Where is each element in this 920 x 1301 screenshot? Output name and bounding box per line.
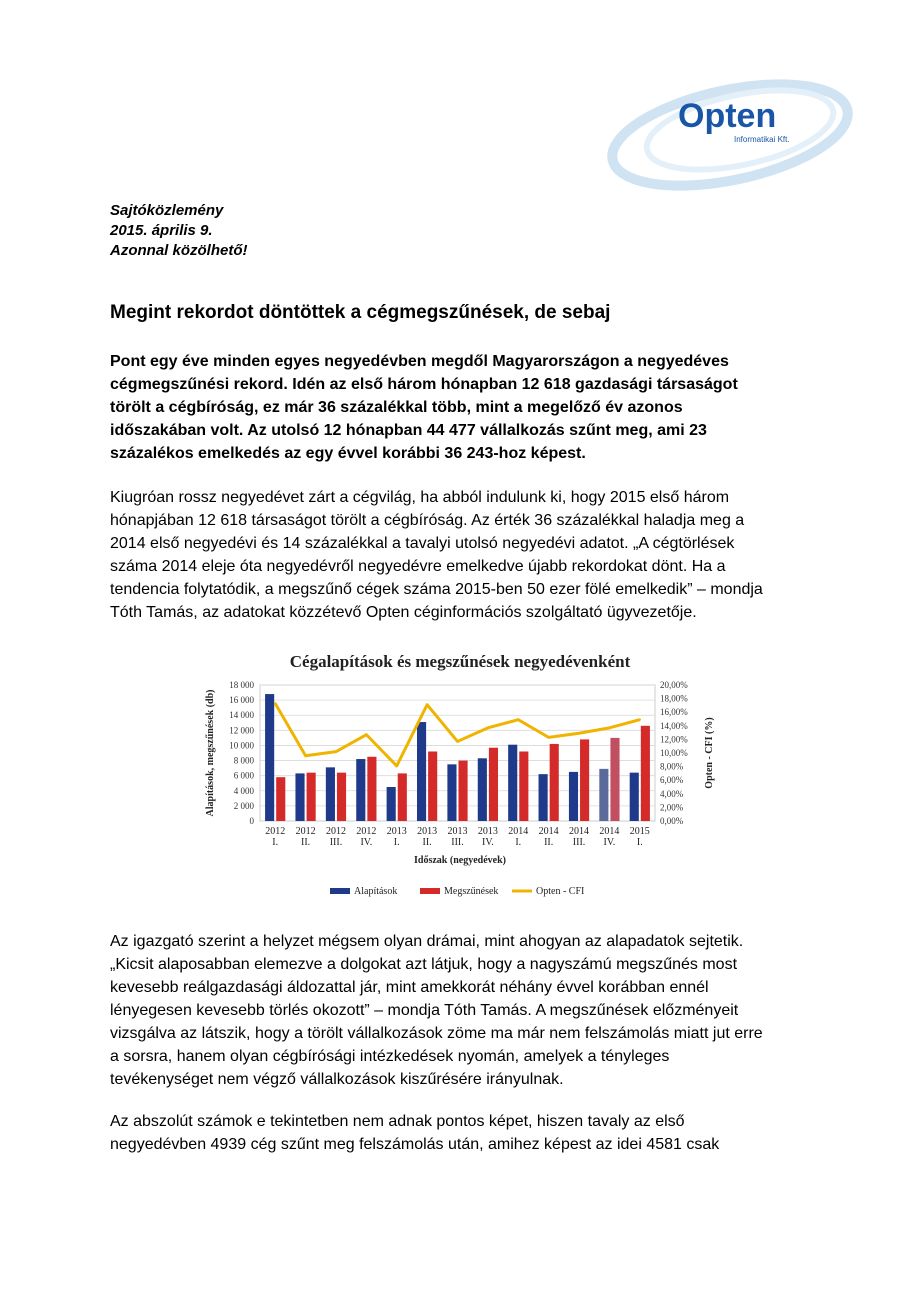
lead-line: Pont egy éve minden egyes negyedévben megdől Magyarországon a negyedéves	[110, 353, 729, 370]
x-tick-quarter: IV.	[603, 837, 616, 848]
paragraph-1-line: tendencia folytatódik, a megszűnő cégek száma 2015-ben 50 ezer fölé emelkedik” – mondja	[110, 581, 763, 598]
paragraph-2-line: lényegesen kevesebb törlés okozott” – mondja Tóth Tamás. A megszűnések előzményeit	[110, 1002, 739, 1019]
x-tick-year: 2013	[477, 826, 498, 837]
bar-chart	[200, 645, 720, 905]
cfi-point	[304, 755, 306, 757]
y-axis-label: Alapítások, megszűnések (db)	[205, 689, 216, 817]
x-tick-year: 2013	[447, 826, 468, 837]
paragraph-3-line: negyedévben 4939 cég szűnt meg felszámolás után, amihez képest az idei 4581 csak	[110, 1136, 720, 1153]
legend-swatch	[420, 888, 440, 894]
y-tick-label: 18 000	[229, 680, 254, 690]
y2-tick-label: 10,00%	[660, 748, 688, 758]
x-tick-quarter: IV.	[360, 837, 373, 848]
megszunesek-bar	[489, 748, 498, 821]
x-tick-quarter: IV.	[482, 837, 494, 848]
cfi-point	[547, 736, 549, 738]
cfi-point	[578, 732, 580, 734]
x-tick-quarter: II.	[300, 837, 311, 848]
cfi-point	[335, 750, 337, 752]
paragraph-2	[110, 930, 820, 1091]
y2-tick-label: 14,00%	[660, 720, 688, 731]
alapitasok-bar	[508, 745, 517, 821]
alapitasok-bar	[326, 767, 335, 821]
headline: Megint rekordot döntöttek a cégmegszűnések, de sebaj	[110, 302, 611, 323]
megszunesek-bar	[337, 773, 346, 821]
alapitasok-bar	[265, 694, 274, 821]
logo-subtext: Informatikai Kft.	[734, 135, 790, 144]
megszunesek-bar	[519, 751, 528, 821]
y2-tick-label: 0,00%	[660, 816, 684, 826]
y-tick-label: 12 000	[229, 725, 254, 736]
x-tick-year: 2014	[599, 826, 620, 837]
x-tick-quarter: I.	[272, 837, 279, 848]
release-date: 2015. április 9.	[110, 222, 213, 239]
x-tick-quarter: III.	[329, 837, 343, 848]
x-tick-quarter: I.	[515, 837, 522, 848]
lead-line: törölt a cégbíróság, ez már 36 százalékkal több, mint a megelőző év azonos	[110, 399, 683, 416]
x-tick-year: 2013	[417, 826, 438, 837]
y-tick-label: 10 000	[229, 740, 254, 751]
cfi-point	[456, 740, 458, 742]
cfi-point	[396, 765, 398, 767]
y2-tick-label: 12,00%	[660, 734, 688, 745]
alapitasok-bar	[447, 764, 456, 821]
legend-label: Opten - CFI	[536, 886, 585, 897]
lead-line: százalékos emelkedés az egy évvel korábbi 36 243-hoz képest.	[110, 445, 586, 462]
paragraph-2-line: vizsgálva az látszik, hogy a törölt vállalkozások zöme ma már nem felszámolás miatt jut erre	[110, 1025, 763, 1042]
alapitasok-bar	[569, 772, 578, 821]
x-tick-year: 2014	[538, 826, 559, 837]
megszunesek-bar	[459, 761, 468, 821]
y2-tick-label: 2,00%	[660, 802, 684, 813]
y2-tick-label: 18,00%	[660, 693, 688, 704]
paragraph-1	[110, 486, 820, 624]
y2-tick-label: 8,00%	[660, 761, 684, 772]
y-tick-label: 16 000	[229, 695, 254, 706]
legend-swatch	[330, 888, 350, 894]
paragraph-1-line: 2014 első negyedévi és 14 százalékkal a tavalyi utolsó negyedévi adatot. „A cégtörlések	[110, 535, 735, 552]
megszunesek-bar	[276, 777, 285, 821]
x-tick-quarter: I.	[393, 837, 400, 848]
press-release-meta	[110, 201, 248, 261]
alapitasok-bar	[417, 722, 426, 821]
alapitasok-bar	[539, 774, 548, 821]
megszunesek-bar	[398, 773, 407, 821]
opten-logo	[600, 60, 860, 200]
cfi-point	[426, 704, 428, 706]
megszunesek-bar	[428, 751, 437, 821]
x-tick-quarter: II.	[544, 837, 554, 848]
x-tick-year: 2012	[265, 826, 286, 837]
legend-label: Megszűnések	[444, 886, 499, 897]
x-tick-quarter: II.	[422, 837, 432, 848]
document-type: Sajtóközlemény	[110, 202, 224, 219]
alapitasok-bar	[387, 787, 396, 821]
embargo-note: Azonnal közölhető!	[110, 242, 248, 259]
alapitasok-bar	[599, 769, 608, 821]
megszunesek-bar	[307, 773, 316, 821]
lead-line: időszakában volt. Az utolsó 12 hónapban 44 477 vállalkozás szűnt meg, ami 23	[110, 422, 707, 439]
megszunesek-bar	[641, 726, 650, 821]
paragraph-2-line: kevesebb reálgazdasági áldozattal jár, mint amekkorát néhány évvel korábban ennél	[110, 979, 709, 996]
alapitasok-bar	[630, 773, 639, 821]
cfi-point	[608, 727, 610, 729]
y-tick-label: 4 000	[233, 785, 254, 796]
x-tick-quarter: III.	[572, 837, 586, 848]
paragraph-2-line: tevékenységet nem végző vállalkozások kiszűrésére irányulnak.	[110, 1071, 564, 1088]
y2-tick-label: 6,00%	[660, 775, 684, 786]
x-tick-year: 2012	[356, 826, 377, 837]
paragraph-1-line: száma 2014 eleje óta negyedévről negyedévre emelkedve újabb rekordokat dönt. Ha a	[110, 558, 726, 575]
lead-paragraph	[110, 350, 810, 465]
cfi-point	[639, 718, 641, 720]
x-tick-year: 2015	[629, 826, 650, 837]
paragraph-3	[110, 1110, 820, 1156]
x-tick-year: 2013	[386, 826, 407, 837]
chart-title: Cégalapítások és megszűnések negyedévenként	[289, 652, 631, 671]
paragraph-2-line: Az igazgató szerint a helyzet mégsem olyan drámai, mint ahogyan az alapadatok sejtetik.	[110, 933, 744, 950]
paragraph-2-line: „Kicsit alaposabban elemezve a dolgokat azt látjuk, hogy a nagyszámú megszűnés most	[110, 956, 738, 973]
paragraph-1-line: Tóth Tamás, az adatokat közzétevő Opten céginformációs szolgáltató ügyvezetője.	[110, 604, 697, 621]
alapitasok-bar	[295, 773, 304, 821]
y2-tick-label: 20,00%	[660, 680, 688, 690]
cfi-point	[517, 718, 519, 720]
lead-line: cégmegszűnési rekord. Idén az első három hónapban 12 618 gazdasági társaságot	[110, 376, 738, 393]
paragraph-1-line: Kiugróan rossz negyedévet zárt a cégvilág, ha abból indulunk ki, hogy 2015 első három	[110, 489, 730, 506]
x-tick-year: 2012	[295, 826, 316, 837]
megszunesek-bar	[610, 738, 619, 821]
x-axis-label: Időszak (negyedévek)	[414, 855, 506, 866]
x-tick-year: 2014	[508, 826, 529, 837]
megszunesek-bar	[580, 739, 589, 821]
y-tick-label: 14 000	[229, 710, 254, 721]
megszunesek-bar	[367, 757, 376, 821]
logo-text: Opten	[678, 97, 777, 135]
x-tick-year: 2014	[569, 826, 590, 837]
megszunesek-bar	[550, 744, 559, 821]
y2-tick-label: 16,00%	[660, 707, 688, 718]
paragraph-2-line: a sorsra, hanem olyan cégbírósági intézkedések nyomán, amelyek a tényleges	[110, 1048, 670, 1065]
x-tick-year: 2012	[325, 826, 346, 837]
paragraph-1-line: hónapjában 12 618 társaságot törölt a cégbíróság. Az érték 36 százalékkal haladja meg a	[110, 512, 745, 529]
y-tick-label: 0	[249, 816, 254, 826]
cfi-point	[274, 702, 276, 704]
paragraph-3-line: Az abszolút számok e tekintetben nem adnak pontos képet, hiszen tavaly az első	[110, 1113, 685, 1130]
alapitasok-bar	[478, 758, 487, 821]
x-tick-quarter: III.	[451, 837, 464, 848]
legend-label: Alapítások	[354, 886, 398, 897]
y2-axis-label: Opten - CFI (%)	[704, 717, 715, 789]
cfi-point	[365, 733, 367, 735]
cfi-point	[487, 727, 489, 729]
y-tick-label: 2 000	[233, 800, 254, 811]
x-tick-quarter: I.	[636, 837, 643, 848]
alapitasok-bar	[356, 759, 365, 821]
y-tick-label: 8 000	[233, 755, 254, 766]
y-tick-label: 6 000	[233, 770, 254, 781]
y2-tick-label: 4,00%	[660, 788, 684, 799]
